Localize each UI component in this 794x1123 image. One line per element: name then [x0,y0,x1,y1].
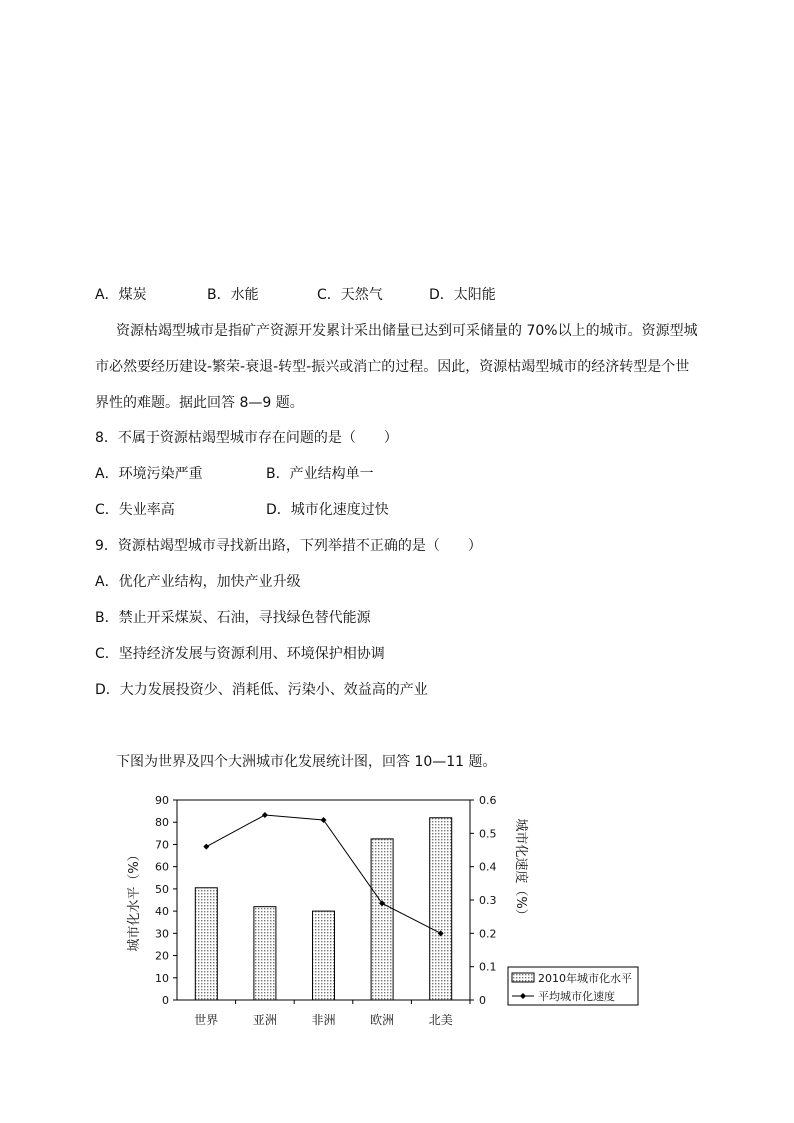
right-tick-label: 0.3 [479,894,497,907]
speed-point-0 [203,844,209,850]
option-a: A．煤炭 [95,287,147,303]
right-tick-label: 0.2 [479,927,497,941]
y-axis-title-right: 城市化速度（%） [513,818,528,922]
q9-option-b: B．禁止开采煤炭、石油，寻找绿色替代能源 [95,610,371,626]
left-tick-label: 20 [155,949,169,963]
right-tick-label: 0 [479,994,486,1007]
q8-option-a: A．环境污染严重 [95,466,203,482]
option-d: D．太阳能 [429,287,496,303]
legend-line-label: 平均城市化速度 [538,990,615,1003]
right-tick-label: 0.1 [479,960,497,974]
x-tick-label: 北美 [428,1013,453,1027]
left-tick-label: 70 [155,838,169,852]
bar-3 [371,839,393,1000]
passage-line-3: 界性的难题。据此回答 8—9 题。 [95,395,304,411]
left-tick-label: 90 [155,794,169,807]
x-tick-label: 非洲 [311,1013,336,1027]
option-b: B．水能 [207,287,259,303]
bar-2 [313,911,335,1000]
x-tick-label: 亚洲 [252,1013,277,1027]
left-tick-label: 40 [155,905,169,919]
option-c: C．天然气 [317,287,383,303]
bar-4 [430,818,452,1000]
q8-option-c: C．失业率高 [95,502,175,518]
x-tick-label: 欧洲 [370,1013,395,1027]
q9-option-c: C．坚持经济发展与资源利用、环境保护相协调 [95,646,385,662]
x-tick-label: 世界 [194,1013,219,1027]
speed-point-1 [262,812,268,818]
passage-line-2: 市必然要经历建设-繁荣-衰退-转型-振兴或消亡的过程。因此，资源枯竭型城市的经济转型是个世 [95,359,690,375]
q9-option-d: D．大力发展投资少、消耗低、污染小、效益高的产业 [95,682,428,698]
right-tick-label: 0.5 [479,827,497,841]
left-tick-label: 50 [155,882,169,896]
bar-0 [195,888,217,1000]
q9-option-a: A．优化产业结构，加快产业升级 [95,574,301,590]
question-8-stem: 8．不属于资源枯竭型城市存在问题的是（ ） [95,430,398,446]
speed-point-2 [321,817,327,823]
y-axis-title-left: 城市化水平（%） [127,848,142,952]
left-tick-label: 30 [155,927,169,941]
bar-1 [254,907,276,1000]
q8-option-d: D．城市化速度过快 [266,502,389,518]
legend-bar-label: 2010年城市化水平 [538,972,632,985]
left-tick-label: 80 [155,816,169,830]
q8-option-b: B．产业结构单一 [266,466,374,482]
urbanization-chart [120,785,660,1035]
left-tick-label: 60 [155,860,169,874]
left-tick-label: 0 [162,994,169,1007]
chart-intro: 下图为世界及四个大洲城市化发展统计图，回答 10—11 题。 [116,754,497,770]
left-tick-label: 10 [155,971,169,985]
right-tick-label: 0.4 [479,860,497,874]
right-tick-label: 0.6 [479,794,497,807]
question-9-stem: 9．资源枯竭型城市寻找新出路，下列举措不正确的是（ ） [95,538,482,554]
legend-bar-swatch [512,973,534,982]
passage-line-1: 资源枯竭型城市是指矿产资源开发累计采出储量已达到可采储量的 70%以上的城市。资源型城 [116,323,698,339]
